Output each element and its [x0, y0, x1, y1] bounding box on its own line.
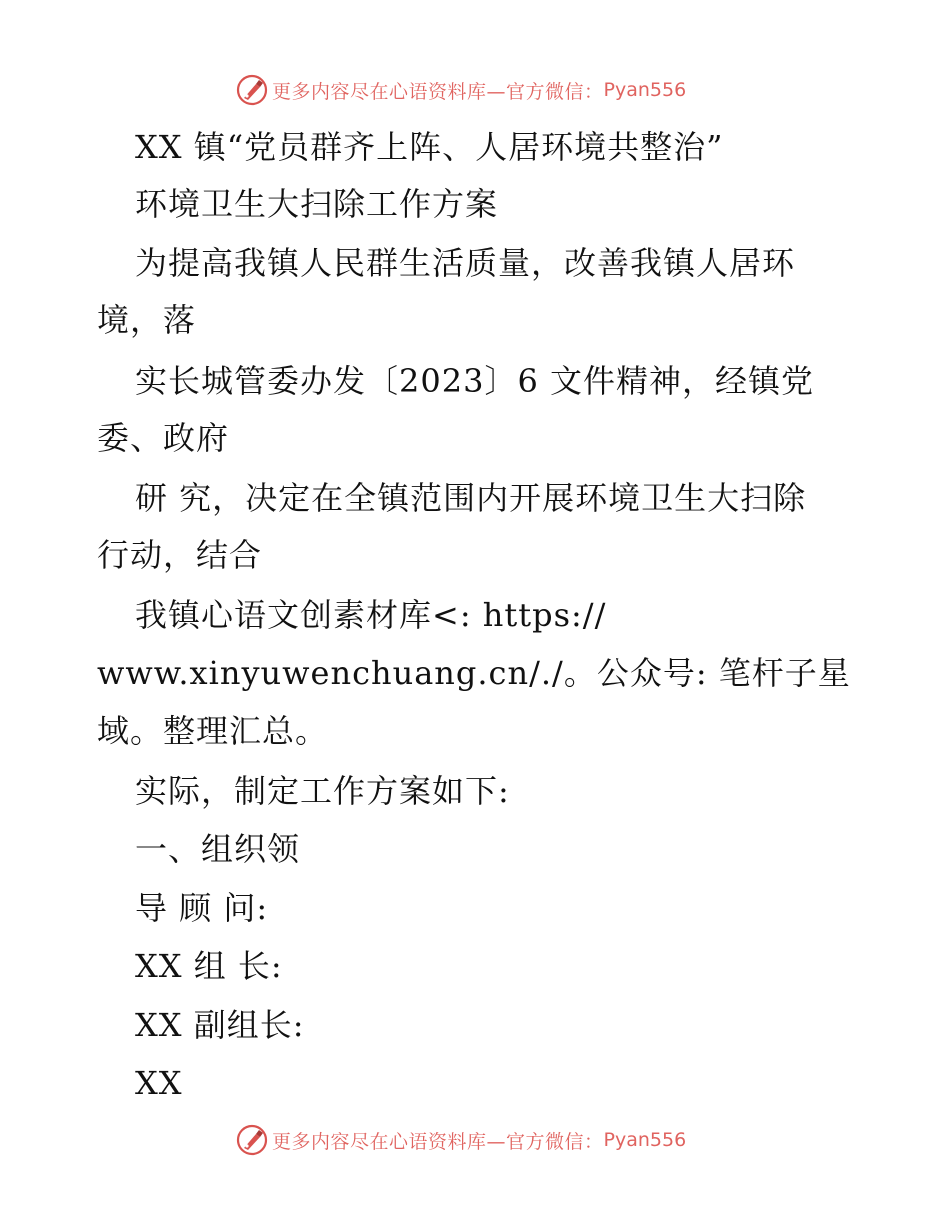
- watermark-text: 更多内容尽在心语资料库—官方微信：: [272, 80, 604, 103]
- paragraph-1-line-2: 境，落: [97, 301, 197, 339]
- paragraph-3-line-2: 行动，结合: [97, 536, 263, 574]
- section-heading-1: 一、组织领: [135, 830, 301, 868]
- paragraph-4-line-1: 我镇心语文创素材库<: https://: [135, 596, 607, 634]
- paragraph-1-line-1: 为提高我镇人民群生活质量，改善我镇人居环: [135, 244, 796, 282]
- watermark-wechat-id: Pyan556: [603, 1129, 687, 1151]
- role-advisor: 导 顾 问:: [135, 889, 269, 927]
- pen-logo-icon: [236, 1124, 268, 1156]
- paragraph-4-line-3: 域。整理汇总。: [97, 712, 329, 750]
- paragraph-5-line-1: 实际，制定工作方案如下:: [135, 772, 510, 810]
- role-leader: XX 组 长:: [135, 947, 283, 985]
- role-deputy-leader: XX 副组长:: [135, 1006, 305, 1044]
- header-watermark: [236, 73, 686, 107]
- paragraph-4-line-2: www.xinyuwenchuang.cn/./。公众号: 笔杆子星: [97, 654, 851, 692]
- footer-watermark: [236, 1123, 686, 1157]
- pen-logo-icon: [236, 74, 268, 106]
- title-line-1: XX 镇“党员群齐上阵、人居环境共整治”: [135, 128, 724, 166]
- paragraph-2-line-1: 实长城管委办发〔2023〕6 文件精神，经镇党: [135, 362, 814, 400]
- title-line-2: 环境卫生大扫除工作方案: [135, 185, 499, 223]
- paragraph-3-line-1: 研 究，决定在全镇范围内开展环境卫生大扫除: [135, 479, 807, 517]
- watermark-wechat-id: Pyan556: [603, 79, 687, 101]
- role-xx: XX: [135, 1064, 183, 1102]
- paragraph-2-line-2: 委、政府: [97, 419, 230, 457]
- watermark-text: 更多内容尽在心语资料库—官方微信：: [272, 1130, 604, 1153]
